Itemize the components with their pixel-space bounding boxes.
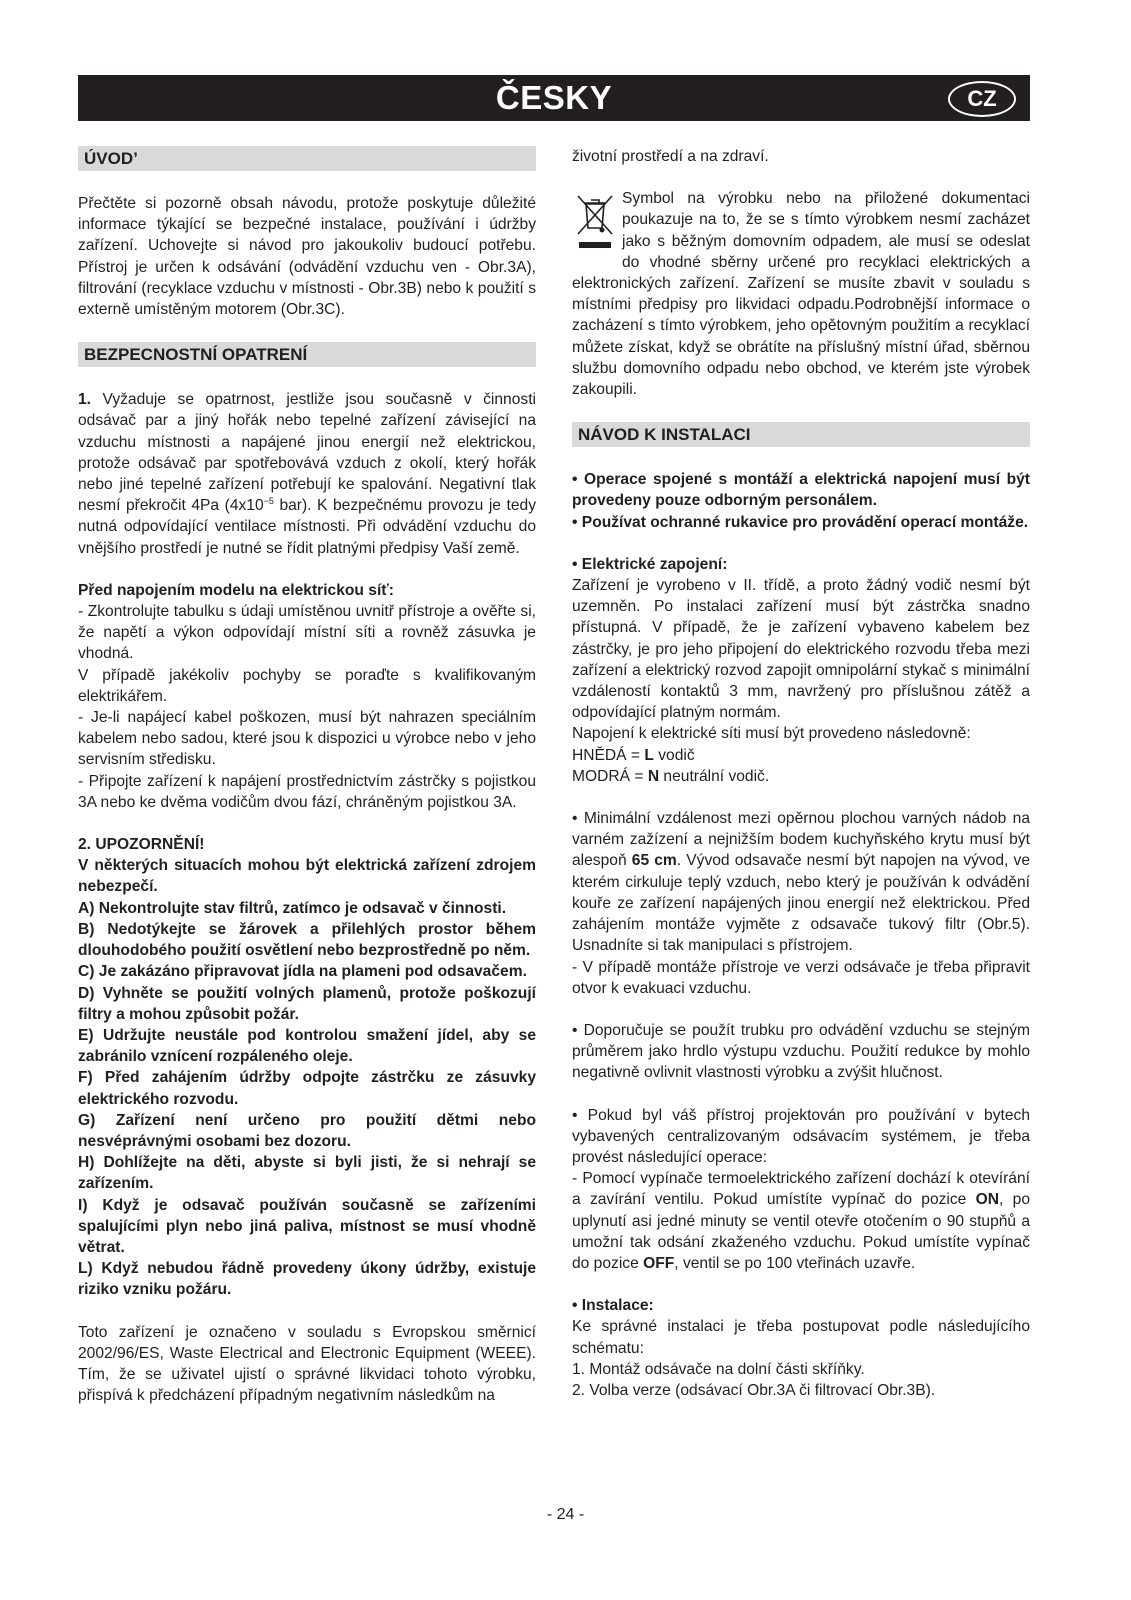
country-badge: CZ — [948, 81, 1016, 117]
text-run: - Zkontrolujte tabulku s údaji umístěnou uvnitř přístroje a ověřte si, že napětí a výkon odpovídají místní síti a rovněž zásuvka je vhodná. — [78, 603, 536, 663]
text-run: Toto zařízení je označeno v souladu s Evropskou směrnicí 2002/96/ES, Waste Electrical and Electronic Equipment (WEEE). Tím, že se uživatel ujistí o správné likvidaci tohoto výrobku, přispívá k předcházení případným negativním následkům na — [78, 1323, 536, 1405]
text-run: , po uplynutí asi jedné minuty se ventil otevře otočením o 90 stupňů a umožní tak odsání zkaženého vzduchu. Pokud umístíte vypínač do pozice — [572, 1191, 1030, 1272]
paragraph — [78, 1110, 536, 1152]
paragraph — [78, 1025, 536, 1067]
bold-text: 1. — [78, 391, 92, 409]
text-run: , ventil se po 100 vteřinách uzavře. — [674, 1254, 916, 1272]
paragraph — [572, 575, 1030, 723]
paragraph — [572, 723, 1030, 744]
page-title: ČESKY — [495, 79, 613, 116]
text-run: Napojení k elektrické síti musí být provedeno následovně: — [572, 725, 971, 743]
bold-text: I) Když je odsavač používán současně se zařízeními spalujícími plyn nebo jiná paliva, místnost se musí vhodně větrat. — [78, 1196, 536, 1256]
bold-text: L — [644, 746, 654, 764]
text-run: Symbol na výrobku nebo na přiložené dokumentaci poukazuje na to, že se s tímto výrobkem nesmí zacházet jako s běžným domovním odpadem, ale musí se odeslat do vhodné sběrny určené pro recyklaci elektrických a elektronických zařízení. Zařízení se musíte zbavit v souladu s místními předpisy pro likvidaci odpadu.Podrobnější informace o zacházení s tímto výrobkem, jeho opětovným použitím a recyklací můžete získat, když se obrátíte na příslušný místní úřad, sběrnou službu domovního odpadu nebo obchod, ve kterém jste výrobek zakoupili. — [572, 190, 1030, 399]
paragraph — [572, 1295, 1030, 1316]
text-run: bar). K bezpečnému provozu je tedy nutná odpovídající ventilace místnosti. Při odvádění vzduchu do vnějšího prostředí je nutné se řídit platnými předpisy Vaší země. — [78, 497, 536, 557]
bold-text: V některých situacích mohou být elektrická zařízení zdrojem nebezpečí. — [78, 857, 536, 896]
paragraph — [78, 1067, 536, 1109]
paragraph — [78, 855, 536, 897]
paragraph — [78, 983, 536, 1025]
text-run: životní prostředí a na zdraví. — [572, 148, 769, 165]
page-number: - 24 - — [546, 1506, 585, 1523]
weee-crossed-bin-icon — [572, 190, 618, 252]
text-run: MODRÁ = — [572, 767, 648, 785]
bold-text: 2. UPOZORNĚNÍ! — [78, 836, 205, 854]
paragraph — [78, 601, 536, 665]
text-run: . Vývod odsavače nesmí být napojen na vývod, ve kterém cirkuluje teplý vzduch, nebo který je používán k odvádění kouře ze zařízení napájených jinou energií než elektrickou. Před zahájením montáže vyjměte z odsavače tukový filtr (Obr.5). Usnadníte si tak manipulaci s přístrojem. — [572, 852, 1030, 955]
bold-text: H) Dohlížejte na děti, abyste si byli jisti, že si nehrají se zařízením. — [78, 1154, 536, 1193]
paragraph — [78, 707, 536, 771]
paragraph — [572, 808, 1030, 956]
paragraph — [572, 146, 1030, 167]
section-heading: NÁVOD K INSTALACI — [572, 422, 1030, 447]
paragraph — [572, 1105, 1030, 1169]
paragraph — [78, 193, 536, 320]
language-header-bar — [78, 75, 1030, 121]
paragraph — [572, 1316, 1030, 1358]
text-run: • Minimální vzdálenost mezi opěrnou plochou varných nádob na varném zažízení a nejnižším bodem kuchyňského krytu musí být alespoň — [572, 810, 1030, 870]
paragraph — [572, 188, 1030, 400]
text-run: • Doporučuje se použít trubku pro odvádění vzduchu se stejným průměrem jako hrdlo výstupu vzduchu. Použití redukce by mohlo negativně ovlivnit vlastnosti výrobku a zvýšit hlučnost. — [572, 1021, 1030, 1082]
text-run: vodič — [653, 746, 695, 764]
text-run: - Je-li napájecí kabel poškozen, musí být nahrazen speciálním kabelem nebo sadou, které jsou k dispozici u výrobce nebo v jeho servisním středisku. — [78, 709, 536, 769]
paragraph — [78, 665, 536, 707]
right-column — [572, 146, 1030, 1401]
bold-text: A) Nekontrolujte stav filtrů, zatímco je odsavač v činnosti. — [78, 899, 507, 917]
section-heading: ÚVOD’ — [78, 146, 536, 171]
bold-text: ON — [975, 1191, 1000, 1209]
text-run: V případě jakékoliv pochyby se poraďte s kvalifikovaným elektrikářem. — [78, 666, 536, 705]
paragraph — [78, 1322, 536, 1407]
text-run: • Pokud byl váš přístroj projektován pro používání v bytech vybavených centralizovaným odsávacím systémem, je třeba provést následující operace: — [572, 1106, 1030, 1166]
left-column — [78, 146, 536, 1406]
paragraph — [78, 1258, 536, 1300]
bold-text: F) Před zahájením údržby odpojte zástrčku ze zásuvky elektrického rozvodu. — [78, 1069, 536, 1108]
paragraph — [572, 1168, 1030, 1274]
bold-text: • Operace spojené s montáží a elektrická napojení musí být provedeny pouze odborným personálem. — [572, 471, 1030, 510]
bold-text: E) Udržujte neustále pod kontrolou smažení jídel, aby se zabránilo vznícení rozpáleného oleje. — [78, 1026, 536, 1066]
paragraph — [78, 961, 536, 982]
paragraph — [78, 389, 536, 559]
paragraph — [572, 957, 1030, 999]
text-run: Vyžaduje se opatrnost, jestliže jsou současně v činnosti odsávač par a jiný hořák nebo tepelné zařízení závisející na vzduchu místnosti a napájené jinou energií než elektrickou, protože odsávač par spotřebovává vzduch z okolí, který hořák nebo jiné tepelné zařízení potřebují ke spalování. Negativní tlak nesmí překročit 4Pa (4x10 — [78, 391, 536, 515]
paragraph — [78, 771, 536, 813]
text-run: 2. Volba verze (odsávací Obr.3A či filtrovací Obr.3B). — [572, 1381, 936, 1399]
text-run: Přečtěte si pozorně obsah návodu, protože poskytuje důležité informace týkající se bezpečné instalace, používání i údržby zařízení. Uchovejte si návod pro jakoukoliv budoucí potřebu. Přístroj je určen k odsávání (odvádění vzduchu ven - Obr.3A), filtrování (recyklace vzduchu v místnosti - Obr.3B) nebo k použití s externě umístěným motorem (Obr.3C). — [78, 195, 536, 319]
paragraph — [572, 1020, 1030, 1084]
text-run: Zařízení je vyrobeno v II. třídě, a proto žádný vodič nesmí být uzemněn. Po instalaci zařízení musí být zástrčka snadno přístupná. V případě, že je zařízení vybaveno kabelem bez zástrčky, je pro jeho připojení do elektrického rozvodu třeba mezi zařízení a elektrický rozvod zapojit omnipolární stykač s minimální vzdáleností kontaktů 3 mm, navržený pro příslušnou zátěž a odpovídající platným normám. — [572, 577, 1030, 722]
paragraph — [572, 1380, 1030, 1401]
text-run: - V případě montáže přístroje ve verzi odsávače je třeba připravit otvor k evakuaci vzduchu. — [572, 958, 1030, 997]
bold-text: G) Zařízení není určeno pro použití dětmi nebo nesvéprávnými osobami bez dozoru. — [78, 1111, 536, 1150]
paragraph — [78, 580, 536, 601]
text-run: Ke správné instalaci je třeba postupovat podle následujícího schématu: — [572, 1318, 1030, 1357]
bold-text: B) Nedotýkejte se žárovek a přilehlých prostor během dlouhodobého použití osvětlení nebo bezprostředně po něm. — [78, 920, 536, 960]
bold-text: Před napojením modelu na elektrickou síť: — [78, 581, 394, 599]
paragraph — [78, 919, 536, 961]
bold-text: N — [647, 767, 660, 785]
bold-text: D) Vyhněte se použití volných plamenů, protože poškozují filtry a mohou způsobit požár. — [78, 984, 536, 1023]
bold-text: C) Je zakázáno připravovat jídla na plameni pod odsavačem. — [78, 963, 527, 981]
paragraph — [572, 469, 1030, 511]
paragraph — [78, 1195, 536, 1259]
text-run: neutrální vodič. — [659, 767, 770, 785]
paragraph — [572, 1359, 1030, 1380]
text-run: HNĚDÁ = — [572, 746, 645, 764]
text-run: - Připojte zařízení k napájení prostřednictvím zástrčky s pojistkou 3A nebo ke dvěma vodičům dvou fází, chráněným pojistkou 3A. — [78, 772, 536, 811]
bold-text: • Instalace: — [572, 1297, 654, 1315]
text-run: −5 — [263, 496, 274, 507]
section-heading: BEZPECNOSTNÍ OPATRENÍ — [78, 342, 536, 367]
bold-text: 65 cm — [631, 852, 677, 870]
paragraph — [572, 554, 1030, 575]
paragraph — [78, 834, 536, 855]
bold-text: • Používat ochranné rukavice pro provádění operací montáže. — [572, 513, 1029, 531]
text-run: 1. Montáž odsávače na dolní části skříňky. — [572, 1360, 865, 1378]
paragraph — [78, 1152, 536, 1194]
paragraph — [572, 745, 1030, 766]
bold-text: • Elektrické zapojení: — [572, 555, 728, 573]
paragraph — [572, 512, 1030, 533]
bold-text: OFF — [643, 1254, 675, 1272]
text-run: - Pomocí vypínače termoelektrického zařízení dochází k otevírání a zavírání ventilu. Pokud umístíte vypínač do pozice — [572, 1170, 1030, 1209]
bold-text: L) Když nebudou řádně provedeny úkony údržby, existuje riziko vzniku požáru. — [78, 1260, 536, 1299]
paragraph — [572, 766, 1030, 787]
paragraph — [78, 898, 536, 919]
